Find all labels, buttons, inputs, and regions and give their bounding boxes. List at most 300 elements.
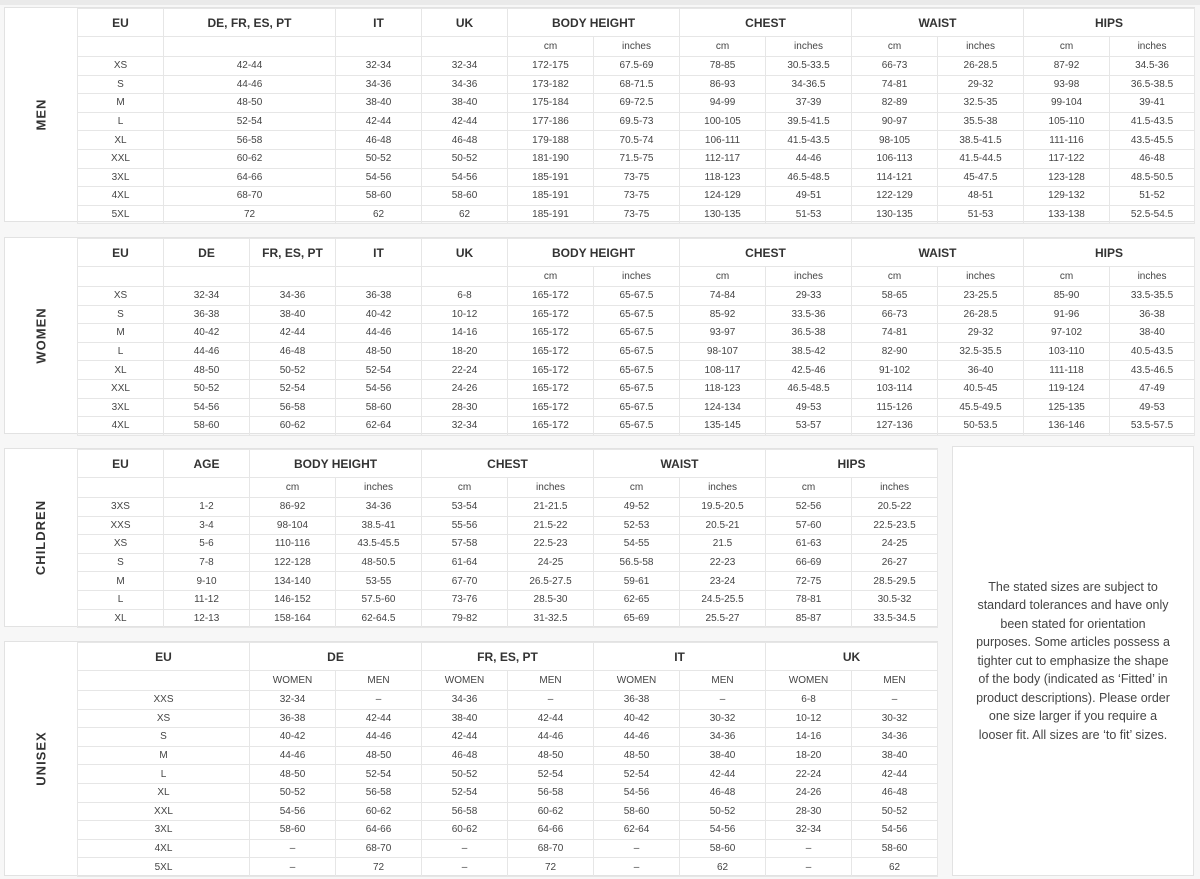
value-cell: 62-65 (594, 590, 680, 609)
value-cell: 175-184 (508, 94, 594, 113)
table-row (78, 535, 938, 554)
value-cell: 67-70 (422, 572, 508, 591)
value-cell: 165-172 (508, 398, 594, 417)
value-cell: 49-52 (594, 498, 680, 517)
value-cell: 165-172 (508, 417, 594, 436)
size-cell: XXS (78, 516, 164, 535)
table-row (78, 609, 938, 628)
header-body-height: BODY HEIGHT (250, 450, 422, 478)
value-cell: 99-104 (1024, 94, 1110, 113)
size-cell: XS (78, 287, 164, 306)
sub-women: WOMEN (594, 671, 680, 691)
value-cell: 165-172 (508, 287, 594, 306)
header-uk: UK (422, 9, 508, 37)
header-waist: WAIST (852, 239, 1024, 267)
value-cell: 91-102 (852, 361, 938, 380)
value-cell: 122-128 (250, 553, 336, 572)
value-cell: 129-132 (1024, 187, 1110, 206)
value-cell: 111-118 (1024, 361, 1110, 380)
value-cell: 68-70 (164, 187, 336, 206)
value-cell: 36-40 (938, 361, 1024, 380)
value-cell: 135-145 (680, 417, 766, 436)
value-cell: 48-50 (164, 94, 336, 113)
value-cell: 38-40 (852, 746, 938, 765)
header-row (78, 239, 1195, 267)
value-cell: 53-54 (422, 498, 508, 517)
value-cell: 60-62 (508, 802, 594, 821)
value-cell: 91-96 (1024, 305, 1110, 324)
value-cell: 44-46 (250, 746, 336, 765)
value-cell: – (422, 839, 508, 858)
value-cell: 46.5-48.5 (766, 379, 852, 398)
unit-inches: inches (594, 37, 680, 57)
size-cell: 5XL (78, 205, 164, 224)
value-cell: 24-25 (852, 535, 938, 554)
value-cell: 60-62 (336, 802, 422, 821)
size-cell: XL (78, 609, 164, 628)
value-cell: 45-47.5 (938, 168, 1024, 187)
value-cell: 74-84 (680, 287, 766, 306)
value-cell: 73-75 (594, 168, 680, 187)
value-cell: 172-175 (508, 57, 594, 76)
unit-cm: cm (852, 37, 938, 57)
unisex-label: UNISEX (33, 731, 49, 786)
value-cell: 46-48 (422, 131, 508, 150)
table-row (78, 361, 1195, 380)
value-cell: 58-60 (594, 802, 680, 821)
table-row (78, 839, 938, 858)
value-cell: 44-46 (508, 728, 594, 747)
value-cell: 38.5-41 (336, 516, 422, 535)
value-cell: 165-172 (508, 324, 594, 343)
header-fr-es-pt: FR, ES, PT (250, 239, 336, 267)
value-cell: 28.5-30 (508, 590, 594, 609)
value-cell: 21.5-22 (508, 516, 594, 535)
value-cell: 48-50 (250, 765, 336, 784)
table-row (78, 783, 938, 802)
size-cell: XXL (78, 149, 164, 168)
value-cell: 55-56 (422, 516, 508, 535)
value-cell: 173-182 (508, 75, 594, 94)
value-cell: 38-40 (680, 746, 766, 765)
value-cell: 71.5-75 (594, 149, 680, 168)
value-cell: 118-123 (680, 168, 766, 187)
value-cell: 72-75 (766, 572, 852, 591)
value-cell: 46-48 (422, 746, 508, 765)
header-hips: HIPS (1024, 9, 1195, 37)
value-cell: 185-191 (508, 168, 594, 187)
value-cell: – (422, 858, 508, 877)
value-cell: 41.5-43.5 (1110, 112, 1195, 131)
value-cell: 72 (164, 205, 336, 224)
size-cell: 4XL (78, 839, 250, 858)
table-row (78, 691, 938, 710)
table-row (78, 516, 938, 535)
header-de: DE (250, 643, 422, 671)
value-cell: 93-98 (1024, 75, 1110, 94)
value-cell: 42-44 (336, 709, 422, 728)
unit-cm: cm (1024, 267, 1110, 287)
value-cell: 52-53 (594, 516, 680, 535)
header-chest: CHEST (680, 239, 852, 267)
value-cell: 58-60 (852, 839, 938, 858)
value-cell: 86-92 (250, 498, 336, 517)
value-cell: 52-54 (422, 783, 508, 802)
value-cell: 51-52 (1110, 187, 1195, 206)
value-cell: 36-38 (594, 691, 680, 710)
value-cell: 62 (422, 205, 508, 224)
value-cell: 117-122 (1024, 149, 1110, 168)
value-cell: 26-27 (852, 553, 938, 572)
value-cell: 72 (336, 858, 422, 877)
size-cell: S (78, 728, 250, 747)
value-cell: 54-56 (852, 821, 938, 840)
value-cell: 36.5-38 (766, 324, 852, 343)
size-cell: M (78, 94, 164, 113)
table-row (78, 205, 1195, 224)
unit-inches: inches (852, 478, 938, 498)
value-cell: 61-64 (422, 553, 508, 572)
value-cell: 181-190 (508, 149, 594, 168)
value-cell: 44-46 (164, 75, 336, 94)
value-cell: 42.5-46 (766, 361, 852, 380)
value-cell: 20.5-21 (680, 516, 766, 535)
value-cell: 105-110 (1024, 112, 1110, 131)
value-cell: 18-20 (422, 342, 508, 361)
header-chest: CHEST (422, 450, 594, 478)
unisex-size-table (77, 642, 938, 877)
header-age: AGE (164, 450, 250, 478)
value-cell: 33.5-35.5 (1110, 287, 1195, 306)
size-cell: 3XL (78, 168, 164, 187)
value-cell: 64-66 (336, 821, 422, 840)
table-row (78, 765, 938, 784)
value-cell: 33.5-36 (766, 305, 852, 324)
value-cell: 32-34 (422, 57, 508, 76)
value-cell: 5-6 (164, 535, 250, 554)
table-row (78, 94, 1195, 113)
value-cell: 58-65 (852, 287, 938, 306)
value-cell: 50-52 (250, 361, 336, 380)
unit-inches: inches (766, 37, 852, 57)
table-row (78, 417, 1195, 436)
value-cell: 58-60 (336, 398, 422, 417)
value-cell: 48-50 (164, 361, 250, 380)
value-cell: 62 (336, 205, 422, 224)
value-cell: 68-71.5 (594, 75, 680, 94)
value-cell: 45.5-49.5 (938, 398, 1024, 417)
value-cell: 44-46 (336, 728, 422, 747)
value-cell: 54-56 (422, 168, 508, 187)
value-cell: 48-50.5 (336, 553, 422, 572)
size-cell: XS (78, 535, 164, 554)
value-cell: 123-128 (1024, 168, 1110, 187)
value-cell: 52-54 (508, 765, 594, 784)
value-cell: 78-85 (680, 57, 766, 76)
value-cell: 48-50 (336, 746, 422, 765)
size-cell: 4XL (78, 417, 164, 436)
value-cell: 58-60 (164, 417, 250, 436)
value-cell: 43.5-46.5 (1110, 361, 1195, 380)
value-cell: 40.5-45 (938, 379, 1024, 398)
value-cell: 52-54 (164, 112, 336, 131)
value-cell: 51-53 (766, 205, 852, 224)
value-cell: 40-42 (336, 305, 422, 324)
value-cell: 65-69 (594, 609, 680, 628)
size-cell: L (78, 590, 164, 609)
value-cell: 58-60 (336, 187, 422, 206)
value-cell: 29-32 (938, 324, 1024, 343)
header-hips: HIPS (766, 450, 938, 478)
value-cell: 177-186 (508, 112, 594, 131)
table-row (78, 572, 938, 591)
value-cell: 72 (508, 858, 594, 877)
size-note-panel (952, 446, 1194, 876)
value-cell: 60-62 (250, 417, 336, 436)
value-cell: 56.5-58 (594, 553, 680, 572)
value-cell: 52-54 (336, 765, 422, 784)
size-cell: XS (78, 709, 250, 728)
size-cell: L (78, 765, 250, 784)
value-cell: – (594, 839, 680, 858)
value-cell: 23-24 (680, 572, 766, 591)
value-cell: 85-90 (1024, 287, 1110, 306)
value-cell: 54-56 (336, 379, 422, 398)
value-cell: 103-114 (852, 379, 938, 398)
value-cell: 48-51 (938, 187, 1024, 206)
value-cell: 12-13 (164, 609, 250, 628)
value-cell: 7-8 (164, 553, 250, 572)
men-label: MEN (33, 98, 49, 131)
unit-inches: inches (1110, 37, 1195, 57)
top-bar (0, 0, 1200, 5)
value-cell: 44-46 (164, 342, 250, 361)
value-cell: 43.5-45.5 (1110, 131, 1195, 150)
value-cell: 43.5-45.5 (336, 535, 422, 554)
value-cell: 44-46 (766, 149, 852, 168)
size-cell: XL (78, 361, 164, 380)
value-cell: 39-41 (1110, 94, 1195, 113)
value-cell: 52-56 (766, 498, 852, 517)
value-cell: 32-34 (164, 287, 250, 306)
value-cell: 52-54 (250, 379, 336, 398)
value-cell: 66-73 (852, 57, 938, 76)
value-cell: 82-89 (852, 94, 938, 113)
value-cell: 42-44 (680, 765, 766, 784)
value-cell: 19.5-20.5 (680, 498, 766, 517)
unit-row (78, 267, 1195, 287)
table-row (78, 305, 1195, 324)
value-cell: 94-99 (680, 94, 766, 113)
unit-inches: inches (766, 267, 852, 287)
value-cell: 46-48 (336, 131, 422, 150)
value-cell: 34-36 (852, 728, 938, 747)
value-cell: 58-60 (250, 821, 336, 840)
women-size-table (77, 238, 1195, 436)
value-cell: 65-67.5 (594, 398, 680, 417)
value-cell: 136-146 (1024, 417, 1110, 436)
value-cell: 44-46 (594, 728, 680, 747)
value-cell: 49-53 (1110, 398, 1195, 417)
size-cell: XXL (78, 802, 250, 821)
header-eu: EU (78, 643, 250, 671)
value-cell: 22.5-23.5 (852, 516, 938, 535)
value-cell: 24-26 (766, 783, 852, 802)
header-eu: EU (78, 239, 164, 267)
size-cell: M (78, 572, 164, 591)
value-cell: 68-70 (508, 839, 594, 858)
value-cell: 158-164 (250, 609, 336, 628)
header-hips: HIPS (1024, 239, 1195, 267)
value-cell: – (336, 691, 422, 710)
value-cell: 70.5-74 (594, 131, 680, 150)
table-row (78, 112, 1195, 131)
value-cell: 185-191 (508, 187, 594, 206)
value-cell: – (766, 839, 852, 858)
value-cell: 21-21.5 (508, 498, 594, 517)
value-cell: 50-53.5 (938, 417, 1024, 436)
value-cell: 52.5-54.5 (1110, 205, 1195, 224)
unit-inches: inches (938, 267, 1024, 287)
table-row (78, 324, 1195, 343)
sub-men: MEN (852, 671, 938, 691)
table-row (78, 746, 938, 765)
value-cell: 21.5 (680, 535, 766, 554)
value-cell: 146-152 (250, 590, 336, 609)
value-cell: 46-48 (680, 783, 766, 802)
value-cell: 133-138 (1024, 205, 1110, 224)
men-size-table (77, 8, 1195, 224)
size-cell: 4XL (78, 187, 164, 206)
size-cell: 3XS (78, 498, 164, 517)
value-cell: 111-116 (1024, 131, 1110, 150)
value-cell: 32-34 (250, 691, 336, 710)
value-cell: 54-56 (594, 783, 680, 802)
value-cell: 67.5-69 (594, 57, 680, 76)
value-cell: 52-54 (594, 765, 680, 784)
value-cell: 85-87 (766, 609, 852, 628)
value-cell: 65-67.5 (594, 305, 680, 324)
value-cell: 57-60 (766, 516, 852, 535)
table-row (78, 75, 1195, 94)
value-cell: 35.5-38 (938, 112, 1024, 131)
value-cell: 115-126 (852, 398, 938, 417)
table-row (78, 149, 1195, 168)
table-row (78, 821, 938, 840)
value-cell: 40-42 (594, 709, 680, 728)
value-cell: 38-40 (1110, 324, 1195, 343)
unit-inches: inches (336, 478, 422, 498)
value-cell: 34-36 (336, 75, 422, 94)
table-row (78, 590, 938, 609)
header-body-height: BODY HEIGHT (508, 239, 680, 267)
value-cell: 57-58 (422, 535, 508, 554)
value-cell: – (594, 858, 680, 877)
table-row (78, 187, 1195, 206)
value-cell: 10-12 (766, 709, 852, 728)
value-cell: 54-56 (680, 821, 766, 840)
value-cell: 106-113 (852, 149, 938, 168)
value-cell: 48-50 (336, 342, 422, 361)
value-cell: 74-81 (852, 75, 938, 94)
size-cell: S (78, 553, 164, 572)
header-waist: WAIST (594, 450, 766, 478)
header-row (78, 643, 938, 671)
value-cell: 98-107 (680, 342, 766, 361)
value-cell: 41.5-44.5 (938, 149, 1024, 168)
value-cell: 62-64 (594, 821, 680, 840)
value-cell: 127-136 (852, 417, 938, 436)
value-cell: 52-54 (336, 361, 422, 380)
value-cell: 50-52 (336, 149, 422, 168)
sub-men: MEN (680, 671, 766, 691)
value-cell: 46-48 (852, 783, 938, 802)
unit-cm: cm (766, 478, 852, 498)
header-body-height: BODY HEIGHT (508, 9, 680, 37)
value-cell: 98-105 (852, 131, 938, 150)
value-cell: 9-10 (164, 572, 250, 591)
value-cell: 50-52 (250, 783, 336, 802)
value-cell: 124-129 (680, 187, 766, 206)
size-cell: M (78, 324, 164, 343)
value-cell: 50-52 (164, 379, 250, 398)
table-row (78, 709, 938, 728)
value-cell: 78-81 (766, 590, 852, 609)
header-it: IT (336, 9, 422, 37)
value-cell: 118-123 (680, 379, 766, 398)
value-cell: 48.5-50.5 (1110, 168, 1195, 187)
unit-inches: inches (594, 267, 680, 287)
value-cell: 134-140 (250, 572, 336, 591)
value-cell: 38-40 (422, 709, 508, 728)
value-cell: 42-44 (164, 57, 336, 76)
header-it: IT (336, 239, 422, 267)
size-cell: XL (78, 783, 250, 802)
value-cell: 51-53 (938, 205, 1024, 224)
value-cell: 42-44 (852, 765, 938, 784)
value-cell: 26-28.5 (938, 305, 1024, 324)
value-cell: 87-92 (1024, 57, 1110, 76)
table-row (78, 553, 938, 572)
value-cell: 65-67.5 (594, 324, 680, 343)
table-row (78, 498, 938, 517)
value-cell: 6-8 (422, 287, 508, 306)
table-row (78, 131, 1195, 150)
value-cell: 65-67.5 (594, 417, 680, 436)
size-cell: XS (78, 57, 164, 76)
header-uk: UK (422, 239, 508, 267)
value-cell: 59-61 (594, 572, 680, 591)
value-cell: 38.5-41.5 (938, 131, 1024, 150)
value-cell: 50-52 (422, 765, 508, 784)
header-row (78, 450, 938, 478)
value-cell: 40-42 (164, 324, 250, 343)
value-cell: 41.5-43.5 (766, 131, 852, 150)
value-cell: 56-58 (508, 783, 594, 802)
header-uk: UK (766, 643, 938, 671)
header-fr-es-pt: FR, ES, PT (422, 643, 594, 671)
table-row (78, 728, 938, 747)
value-cell: 54-55 (594, 535, 680, 554)
value-cell: 42-44 (250, 324, 336, 343)
value-cell: 165-172 (508, 342, 594, 361)
children-size-table (77, 449, 938, 628)
value-cell: 38-40 (336, 94, 422, 113)
value-cell: 98-104 (250, 516, 336, 535)
value-cell: 90-97 (852, 112, 938, 131)
value-cell: 122-129 (852, 187, 938, 206)
value-cell: 50-52 (680, 802, 766, 821)
